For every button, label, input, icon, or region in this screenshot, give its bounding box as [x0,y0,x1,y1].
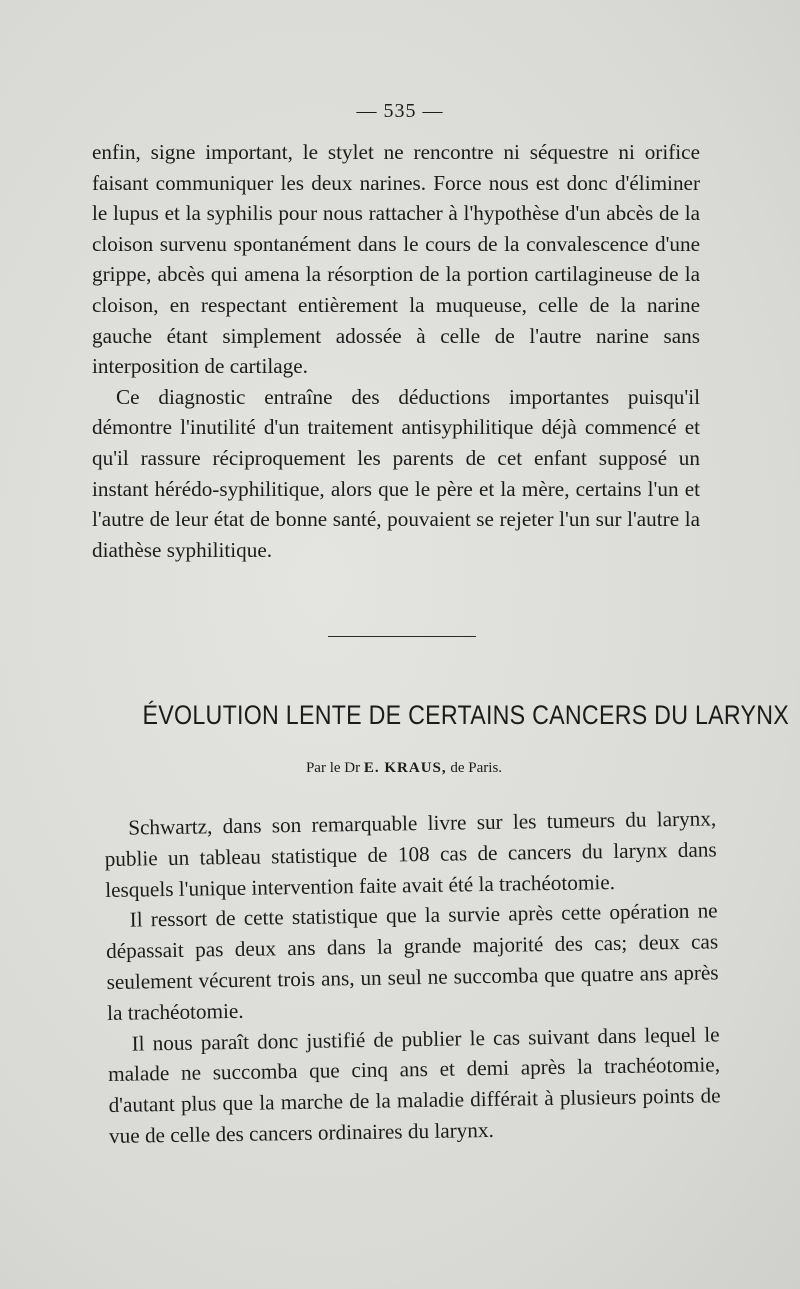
byline-suffix: de Paris. [450,760,503,776]
article-byline [100,760,708,777]
paragraph: enfin, signe important, le stylet ne rencontre ni séquestre ni orifice faisant communiquer les deux narines. Force nous est donc d'éliminer le lupus et la syphilis pour nous rattacher à l'hypothèse d'un abcès de la cloison survenu spontanément dans le cours de la convalescence d'une grippe, abcès qui amena la résorption de la portion cartilagineuse de la cloison, en respectant entièrement la muqueuse, celle de la narine gauche étant simplement adossée à celle de l'autre narine sans interposition de cartilage. [92,140,700,379]
article-title: ÉVOLUTION LENTE DE CERTAINS CANCERS DU LARYNX [142,700,789,730]
paragraph: Schwartz, dans son remarquable livre sur les tumeurs du larynx, publie un tableau statistique de 108 cas de cancers du larynx dans lesquels l'unique intervention faite avait été la trachéotomie. [104,806,717,902]
section-divider [328,636,476,637]
section-continued-text [92,137,700,565]
paragraph: Ce diagnostic entraîne des déductions importantes puisqu'il démontre l'inutilité d'un traitement antisyphilitique déjà commencé et qu'il rassure réciproquement les parents de cet enfant supposé un instant hérédo-syphilitique, alors que le père et la mère, certains l'un et l'autre de leur état de bonne santé, pouvaient se rejeter l'un sur l'autre la diathèse syphilitique. [92,384,700,562]
author-name: E. KRAUS, [363,760,447,776]
byline-prefix: Par le Dr [305,760,361,776]
article-body [104,803,721,1151]
paragraph: Il ressort de cette statistique que la survie après cette opération ne dépassait pas deux ans dans la grande majorité des cas; deux cas seulement vécurent trois ans, un seul ne succomba que quatre ans après la trachéotomie. [105,898,719,1025]
paragraph: Il nous paraît donc justifié de publier le cas suivant dans lequel le malade ne succomba que cinq ans et demi après la trachéotomie, d'autant plus que la marche de la maladie différait à plusieurs points de vue de celle des cancers ordinaires du larynx. [107,1021,721,1148]
page-number: — 535 — [356,100,444,122]
